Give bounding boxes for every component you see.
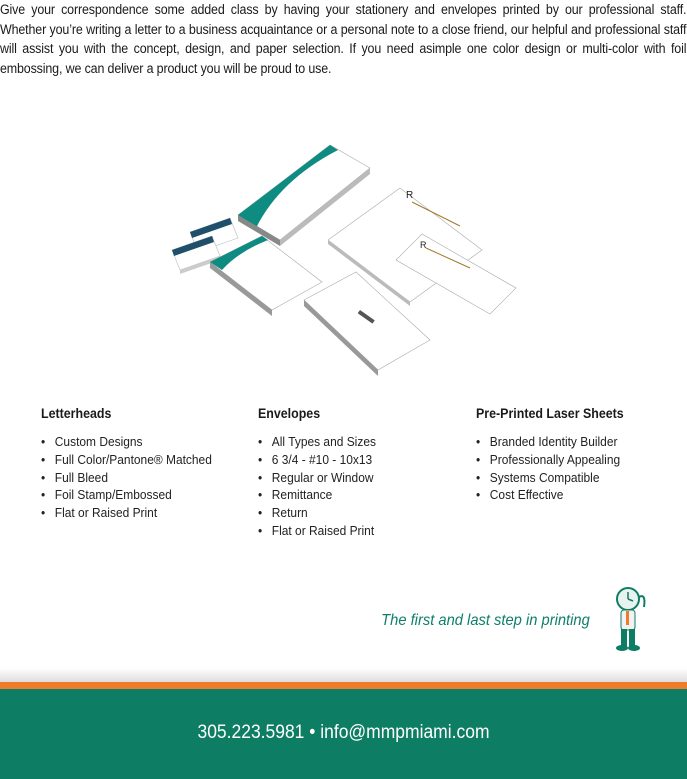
svg-text:R: R <box>406 190 414 201</box>
list-item: • Branded Identity Builder <box>476 434 618 449</box>
column-title: Pre-Printed Laser Sheets <box>476 406 624 421</box>
stationery-mockup-image <box>160 140 530 390</box>
footer <box>0 689 687 779</box>
list-item: • Full Bleed <box>41 469 108 485</box>
feature-list <box>476 433 637 504</box>
tagline: The first and last step in printing <box>381 612 590 629</box>
feature-list <box>41 433 227 522</box>
list-item: • Systems Compatible <box>476 469 600 485</box>
intro-paragraph: Give your correspondence some added class by having your stationery and envelopes printed by our professional staff. Whether you’re writing a letter to a business acquaintance or a personal note to a close friend, our helpful and professional staff will assist you with the concept, design, and paper selection. If you need asimple one color design or multi-color with foil embossing, we can deliver a product you will be proud to use. <box>0 2 687 76</box>
column-laser-sheets <box>476 406 637 504</box>
list-item: • Return <box>258 505 308 521</box>
feature-list <box>258 433 386 540</box>
list-item: • Flat or Raised Print <box>41 505 158 521</box>
list-item: • Custom Designs <box>41 434 143 449</box>
list-item: • All Types and Sizes <box>258 434 376 449</box>
list-item: • Regular or Window <box>258 469 374 485</box>
list-item: • Remittance <box>258 487 333 503</box>
list-item: • Cost Effective <box>476 487 564 503</box>
column-title: Envelopes <box>258 406 321 421</box>
list-item: • Professionally Appealing <box>476 451 621 467</box>
list-item: • 6 3/4 - #10 - 10x13 <box>258 451 373 467</box>
column-title: Letterheads <box>41 406 112 421</box>
svg-text:R: R <box>420 240 427 250</box>
footer-accent-stripe <box>0 682 687 689</box>
feature-columns <box>0 406 687 556</box>
list-item: • Foil Stamp/Embossed <box>41 487 172 503</box>
column-letterheads <box>41 406 227 522</box>
column-envelopes <box>258 406 386 540</box>
footer-contact[interactable]: 305.223.5981 • info@mmpmiami.com <box>197 722 490 743</box>
clock-head-mascot-icon <box>606 585 654 653</box>
list-item: • Full Color/Pantone® Matched <box>41 451 212 467</box>
list-item: • Flat or Raised Print <box>258 522 375 538</box>
